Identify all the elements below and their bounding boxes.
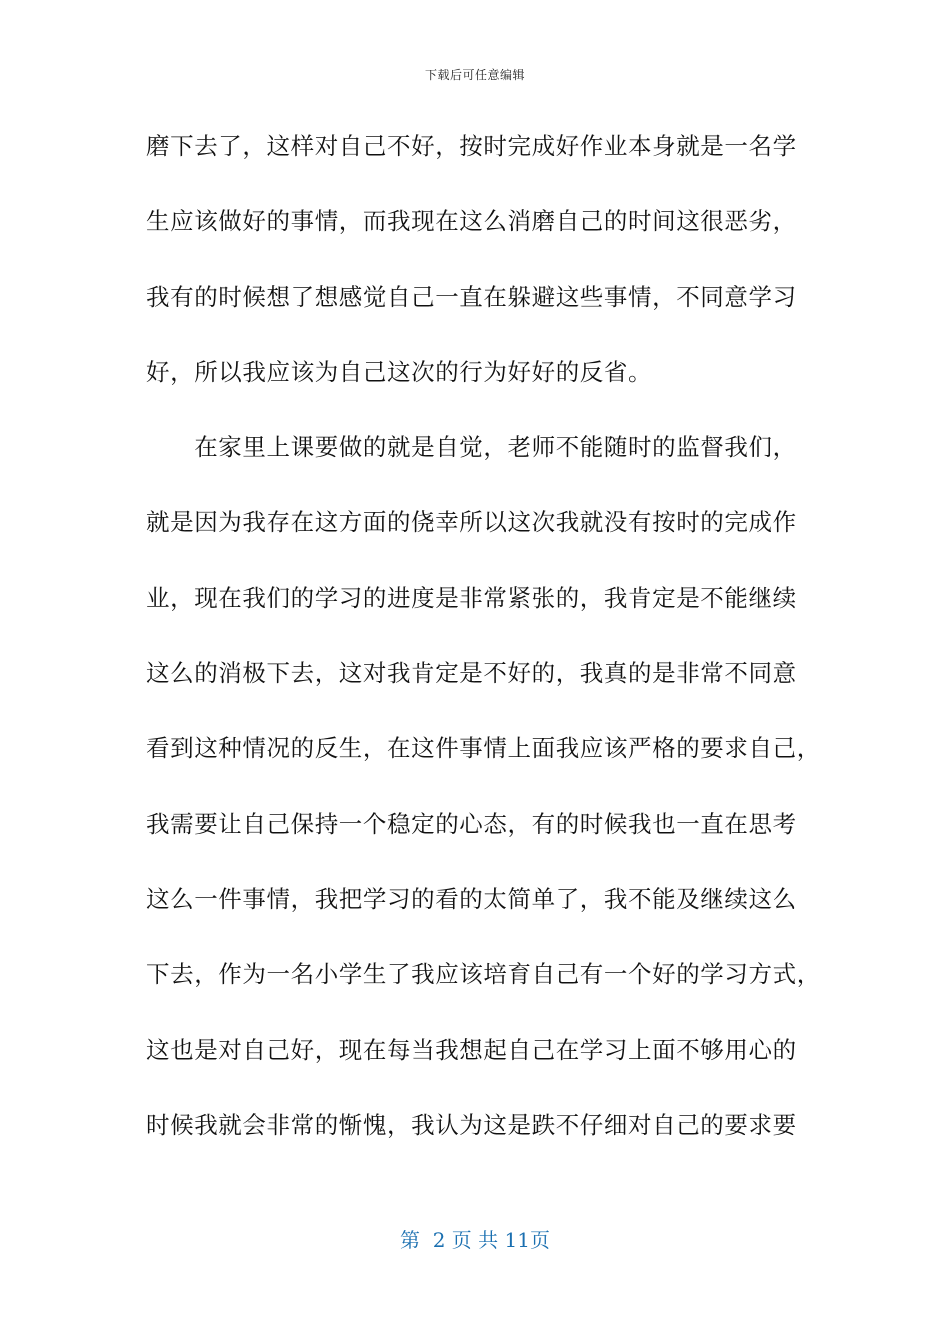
text-line: 好，所以我应该为自己这次的行为好好的反省。 <box>146 357 653 386</box>
text-line: 生应该做好的事情，而我现在这么消磨自己的时间这很恶劣， <box>146 207 797 236</box>
text-line: 下去，作为一名小学生了我应该培育自己有一个好的学习方式， <box>146 960 821 989</box>
text-line: 这么的消极下去，这对我肯定是不好的，我真的是非常不同意 <box>146 659 797 688</box>
document-body <box>146 126 821 1180</box>
page-header: 下载后可任意编辑 <box>424 68 525 82</box>
text-line: 这么一件事情，我把学习的看的太简单了，我不能及继续这么 <box>146 884 797 913</box>
text-line: 我有的时候想了想感觉自己一直在躲避这些事情，不同意学习 <box>146 282 797 311</box>
page-number-footer: 第 2 页 共 11页 <box>400 1228 550 1252</box>
text-line: 时候我就会非常的惭愧，我认为这是跌不仔细对自己的要求要 <box>146 1110 797 1139</box>
text-line: 就是因为我存在这方面的侥幸所以这次我就没有按时的完成作 <box>146 508 797 537</box>
text-line: 业，现在我们的学习的进度是非常紧张的，我肯定是不能继续 <box>146 583 797 612</box>
text-line: 看到这种情况的反生，在这件事情上面我应该严格的要求自己， <box>146 734 821 763</box>
text-line: 我需要让自己保持一个稳定的心态，有的时候我也一直在思考 <box>146 809 797 838</box>
text-line: 这也是对自己好，现在每当我想起自己在学习上面不够用心的 <box>146 1035 797 1064</box>
text-line: 在家里上课要做的就是自觉，老师不能随时的监督我们， <box>146 433 797 462</box>
text-line: 磨下去了，这样对自己不好，按时完成好作业本身就是一名学 <box>146 132 797 160</box>
